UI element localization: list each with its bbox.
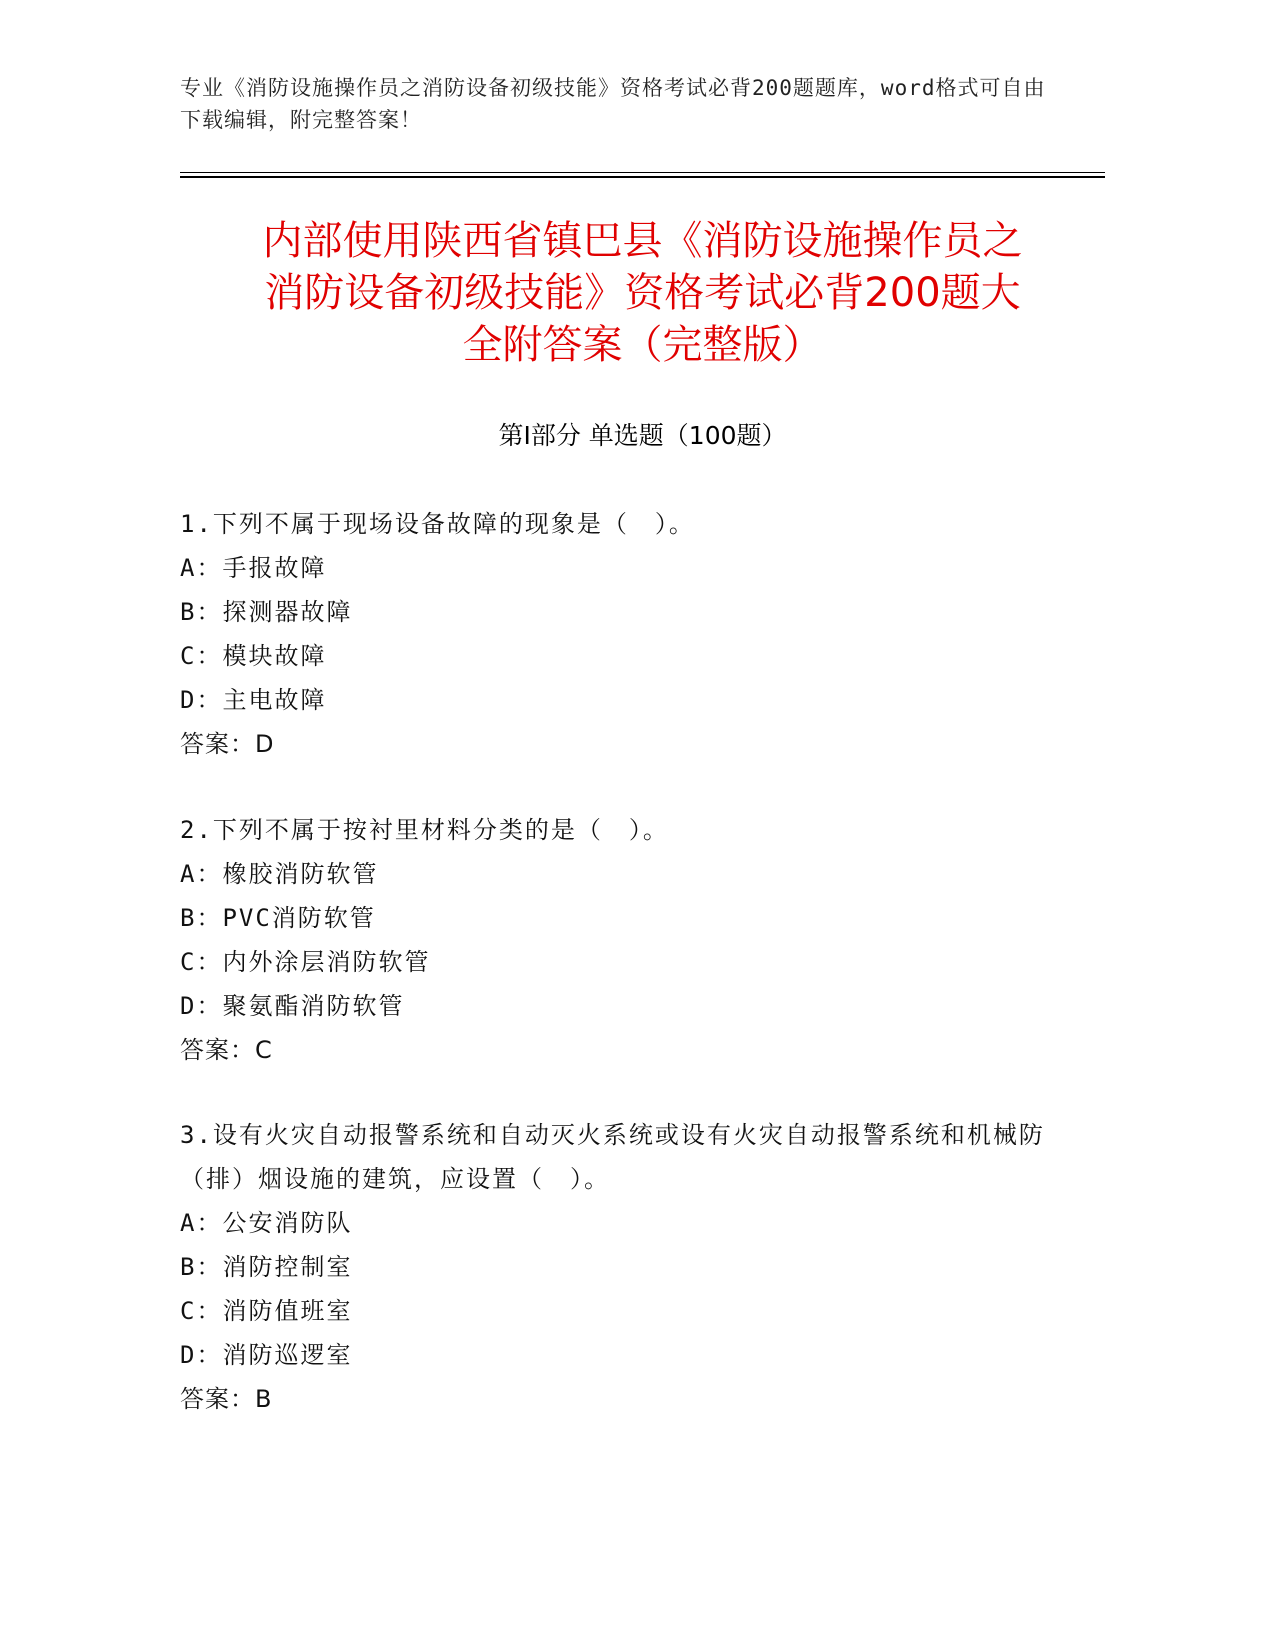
option-d: D：聚氨酯消防软管 [180, 992, 405, 1020]
option-b: B：消防控制室 [180, 1253, 353, 1281]
answer: 答案：D [180, 730, 275, 758]
question-2 [180, 808, 1060, 1072]
option-b: B：PVC消防软管 [180, 904, 376, 932]
option-c: C：模块故障 [180, 642, 327, 670]
header-divider-thick [180, 176, 1105, 178]
question-3 [180, 1113, 1060, 1421]
document-title [180, 215, 1105, 371]
option-a: A：公安消防队 [180, 1209, 353, 1237]
section-title: 第Ⅰ部分 单选题（100题） [498, 421, 787, 450]
question-1 [180, 502, 1060, 766]
question-stem: 3.设有火灾自动报警系统和自动灭火系统或设有火灾自动报警系统和机械防（排）烟设施的建筑，应设置（ ）。 [180, 1121, 1045, 1193]
answer: 答案：C [180, 1036, 273, 1064]
option-d: D：主电故障 [180, 686, 327, 714]
question-stem: 1.下列不属于现场设备故障的现象是（ ）。 [180, 510, 695, 538]
title-line: 消防设备初级技能》资格考试必背200题大 [264, 270, 1021, 316]
question-stem: 2.下列不属于按衬里材料分类的是（ ）。 [180, 816, 669, 844]
header-note: 专业《消防设施操作员之消防设备初级技能》资格考试必背200题题库，word格式可自由下载编辑，附完整答案！ [180, 76, 1046, 132]
option-a: A：手报故障 [180, 554, 327, 582]
option-c: C：消防值班室 [180, 1297, 353, 1325]
header-divider-thin [180, 172, 1105, 173]
option-a: A：橡胶消防软管 [180, 860, 379, 888]
answer: 答案：B [180, 1385, 273, 1413]
option-b: B：探测器故障 [180, 598, 353, 626]
option-c: C：内外涂层消防软管 [180, 948, 431, 976]
title-line: 全附答案（完整版） [462, 322, 823, 368]
option-d: D：消防巡逻室 [180, 1341, 353, 1369]
title-line: 内部使用陕西省镇巴县《消防设施操作员之 [262, 218, 1023, 264]
